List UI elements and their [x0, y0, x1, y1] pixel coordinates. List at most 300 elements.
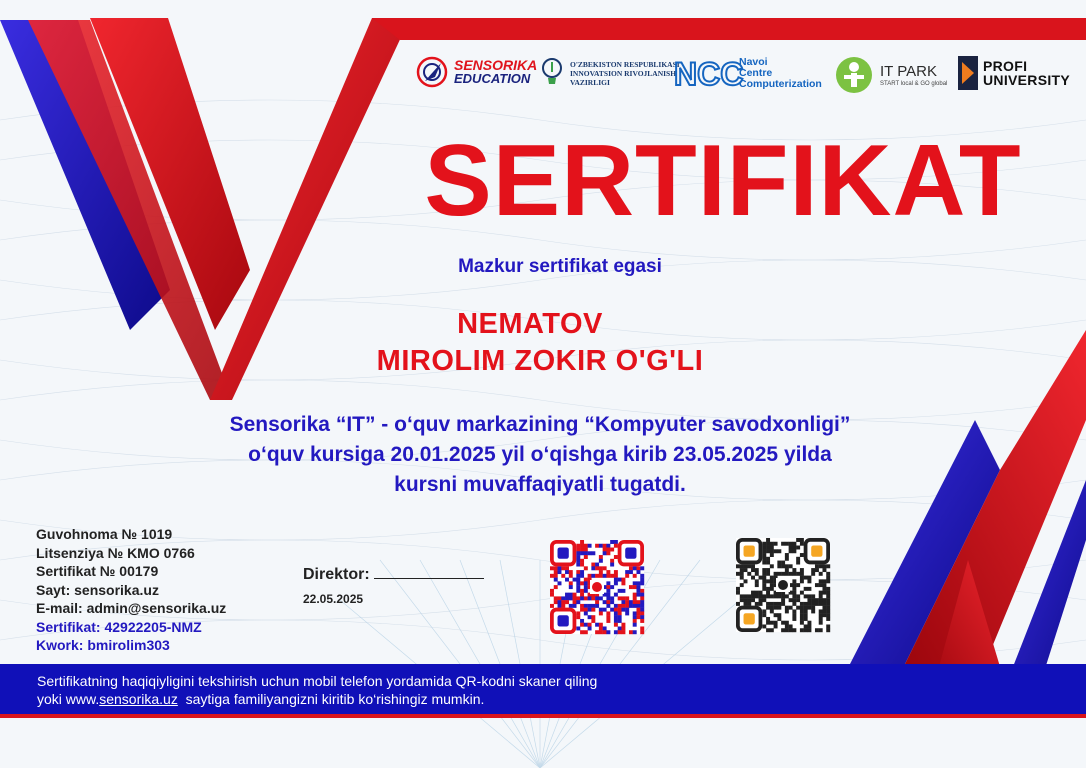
qr-module	[762, 583, 766, 587]
qr-module	[599, 626, 603, 630]
qr-module	[819, 617, 823, 621]
qr-module	[610, 608, 614, 612]
qr-module	[588, 604, 592, 608]
qr-module	[636, 615, 640, 619]
ministry-line2: INNOVATSION RIVOJLANISH	[570, 68, 677, 78]
qr-module	[576, 611, 580, 615]
qr-module	[550, 589, 554, 593]
email: E-mail: admin@sensorika.uz	[36, 600, 227, 616]
qr-module	[621, 596, 625, 600]
qr-module	[759, 594, 763, 598]
qr-module	[762, 546, 766, 550]
sensorika-rocket-icon	[415, 55, 449, 89]
qr-module	[576, 585, 580, 589]
qr-module	[610, 574, 614, 578]
qr-module	[789, 549, 793, 553]
qr-module	[815, 598, 819, 602]
qr-module	[736, 587, 740, 591]
qr-module	[558, 566, 562, 570]
qr-module	[640, 611, 644, 615]
qr-module	[751, 568, 755, 572]
qr-module	[800, 628, 804, 632]
qr-module	[822, 598, 826, 602]
qr-module	[588, 608, 592, 612]
qr-module	[774, 621, 778, 625]
qr-module	[826, 628, 830, 632]
qr-module	[633, 611, 637, 615]
qr-module	[606, 615, 610, 619]
qr-module	[789, 546, 793, 550]
qr-module	[561, 574, 565, 578]
qr-module	[595, 544, 599, 548]
qr-module	[621, 589, 625, 593]
qr-module	[606, 593, 610, 597]
qr-module	[777, 617, 781, 621]
qr-module	[792, 572, 796, 576]
qr-module	[584, 596, 588, 600]
qr-module	[792, 546, 796, 550]
top-red-line	[372, 18, 1086, 40]
qr-module	[781, 561, 785, 565]
qr-module	[777, 606, 781, 610]
qr-module	[811, 602, 815, 606]
qr-module	[770, 579, 774, 583]
qr-module	[770, 609, 774, 613]
qr-module	[595, 563, 599, 567]
qr-module	[633, 619, 637, 623]
qr-module	[811, 609, 815, 613]
qr-module	[819, 591, 823, 595]
profi-university-logo	[958, 56, 1070, 90]
qr-module	[554, 600, 558, 604]
qr-module	[800, 609, 804, 613]
itpark-logo	[833, 55, 947, 95]
qr-module	[576, 574, 580, 578]
qr-module	[599, 559, 603, 563]
qr-module	[618, 611, 622, 615]
footer-line1: Sertifikatning haqiqiyligini tekshirish uchun mobil telefon yordamida QR-kodni skaner qiling	[37, 673, 598, 689]
qr-module	[826, 572, 830, 576]
qr-module	[762, 557, 766, 561]
qr-module	[826, 576, 830, 580]
kwork-qr-code[interactable]	[736, 538, 830, 632]
qr-module	[576, 578, 580, 582]
qr-module	[762, 553, 766, 557]
qr-module	[770, 564, 774, 568]
qr-module	[621, 623, 625, 627]
qr-module	[770, 606, 774, 610]
qr-module	[819, 572, 823, 576]
qr-module	[558, 596, 562, 600]
footer-line2	[37, 690, 597, 708]
qr-module	[599, 566, 603, 570]
qr-module	[625, 611, 629, 615]
qr-module	[595, 574, 599, 578]
qr-module	[561, 566, 565, 570]
qr-module	[770, 602, 774, 606]
qr-module	[636, 570, 640, 574]
qr-module	[766, 572, 770, 576]
ncc-line2: Centre	[739, 66, 773, 79]
qr-module	[584, 548, 588, 552]
qr-module	[636, 581, 640, 585]
qr-module	[770, 583, 774, 587]
qr-module	[588, 574, 592, 578]
qr-module	[554, 585, 558, 589]
qr-module	[576, 559, 580, 563]
qr-module	[595, 623, 599, 627]
qr-module	[826, 591, 830, 595]
qr-module	[796, 594, 800, 598]
qr-module	[599, 630, 603, 634]
qr-module	[747, 572, 751, 576]
qr-module	[766, 587, 770, 591]
qr-module	[792, 602, 796, 606]
qr-module	[633, 604, 637, 608]
sensorika-logo-top: SENSORIKA	[454, 57, 538, 73]
qr-module	[603, 566, 607, 570]
qr-module	[744, 602, 748, 606]
qr-module	[636, 600, 640, 604]
qr-module	[584, 551, 588, 555]
qr-module	[591, 615, 595, 619]
qr-module	[826, 609, 830, 613]
qr-module	[580, 544, 584, 548]
qr-module	[640, 604, 644, 608]
qr-module	[629, 630, 633, 634]
qr-module	[762, 613, 766, 617]
qr-module	[625, 608, 629, 612]
qr-center-mark	[592, 582, 602, 592]
qr-module	[796, 557, 800, 561]
qr-module	[770, 594, 774, 598]
qr-module	[751, 564, 755, 568]
qr-module	[576, 555, 580, 559]
qr-module	[550, 604, 554, 608]
qr-module	[580, 540, 584, 544]
qr-module	[633, 623, 637, 627]
qr-module	[640, 608, 644, 612]
litsenziya: Litsenziya № KMO 0766	[36, 544, 195, 561]
qr-module	[822, 564, 826, 568]
qr-module	[595, 600, 599, 604]
qr-module	[789, 542, 793, 546]
qr-module	[591, 574, 595, 578]
qr-module	[807, 624, 811, 628]
qr-module	[580, 596, 584, 600]
qr-module	[640, 593, 644, 597]
qr-module	[621, 630, 625, 634]
qr-module	[640, 630, 644, 634]
qr-module	[595, 604, 599, 608]
qr-module	[762, 609, 766, 613]
qr-module	[747, 564, 751, 568]
qr-module	[785, 624, 789, 628]
qr-module	[807, 621, 811, 625]
qr-module	[762, 572, 766, 576]
qr-module	[770, 576, 774, 580]
qr-module	[606, 570, 610, 574]
qr-module	[610, 563, 614, 567]
qr-module	[751, 576, 755, 580]
qr-module	[584, 623, 588, 627]
qr-module	[636, 585, 640, 589]
qr-module	[640, 619, 644, 623]
qr-module	[610, 585, 614, 589]
qr-module	[777, 594, 781, 598]
ministry-line1: O'ZBEKISTON RESPUBLIKASI	[570, 59, 680, 69]
qr-module	[625, 600, 629, 604]
qr-module	[599, 611, 603, 615]
qr-module	[785, 542, 789, 546]
qr-module	[554, 574, 558, 578]
qr-module	[573, 600, 577, 604]
qr-module	[774, 602, 778, 606]
qr-module	[561, 604, 565, 608]
qr-module	[740, 583, 744, 587]
qr-module	[554, 578, 558, 582]
qr-module	[629, 585, 633, 589]
qr-module	[781, 564, 785, 568]
qr-module	[614, 608, 618, 612]
qr-module	[740, 564, 744, 568]
qr-module	[584, 589, 588, 593]
qr-module	[822, 583, 826, 587]
qr-module	[640, 626, 644, 630]
qr-module	[554, 570, 558, 574]
qr-module	[781, 542, 785, 546]
qr-module	[591, 551, 595, 555]
qr-module	[580, 589, 584, 593]
qr-module	[740, 594, 744, 598]
qr-module	[550, 574, 554, 578]
qr-module	[759, 576, 763, 580]
footer-link[interactable]: sensorika.uz	[99, 691, 178, 707]
qr-module	[633, 630, 637, 634]
qr-module	[800, 576, 804, 580]
sertifikat-code: Sertifikat: 42922205-NMZ	[36, 618, 202, 635]
qr-module	[576, 563, 580, 567]
qr-module	[625, 574, 629, 578]
qr-module	[792, 617, 796, 621]
qr-module	[777, 613, 781, 617]
qr-module	[804, 594, 808, 598]
director-signature	[303, 566, 484, 584]
qr-module	[640, 589, 644, 593]
qr-module	[614, 570, 618, 574]
qr-module	[621, 600, 625, 604]
qr-module	[819, 598, 823, 602]
qr-module	[576, 544, 580, 548]
qr-module	[744, 579, 748, 583]
qr-module	[819, 564, 823, 568]
qr-module	[636, 604, 640, 608]
qr-module	[826, 606, 830, 610]
qr-module	[747, 594, 751, 598]
qr-module	[766, 557, 770, 561]
qr-module	[618, 626, 622, 630]
qr-module	[822, 568, 826, 572]
qr-module	[584, 585, 588, 589]
qr-module	[804, 617, 808, 621]
course-description	[100, 410, 980, 500]
qr-module	[740, 598, 744, 602]
qr-module	[610, 596, 614, 600]
qr-module	[618, 630, 622, 634]
qr-module	[762, 598, 766, 602]
qr-module	[800, 591, 804, 595]
qr-module	[785, 606, 789, 610]
qr-module	[588, 623, 592, 627]
qr-module	[614, 623, 618, 627]
qr-module	[755, 583, 759, 587]
qr-module	[633, 596, 637, 600]
qr-module	[606, 611, 610, 615]
qr-module	[755, 594, 759, 598]
qr-module	[804, 602, 808, 606]
qr-module	[762, 561, 766, 565]
kwork: Kwork: bmirolim303	[36, 637, 170, 653]
qr-module	[785, 568, 789, 572]
qr-module	[811, 568, 815, 572]
qr-module	[614, 611, 618, 615]
qr-module	[766, 621, 770, 625]
qr-module	[584, 578, 588, 582]
qr-module	[811, 594, 815, 598]
qr-module	[565, 596, 569, 600]
qr-module	[610, 548, 614, 552]
qr-module	[633, 566, 637, 570]
qr-module	[747, 598, 751, 602]
qr-module	[603, 630, 607, 634]
qr-module	[789, 606, 793, 610]
qr-module	[603, 574, 607, 578]
qr-module	[819, 621, 823, 625]
qr-module	[599, 574, 603, 578]
qr-module	[588, 596, 592, 600]
qr-module	[550, 593, 554, 597]
qr-module	[751, 598, 755, 602]
qr-module	[640, 615, 644, 619]
qr-module	[785, 628, 789, 632]
qr-finder-inner	[744, 546, 755, 557]
qr-module	[633, 600, 637, 604]
qr-module	[606, 574, 610, 578]
qr-module	[800, 568, 804, 572]
footer-prefix: yoki www.	[37, 691, 100, 707]
qr-module	[554, 566, 558, 570]
qr-module	[792, 568, 796, 572]
qr-module	[618, 608, 622, 612]
qr-module	[811, 572, 815, 576]
qr-module	[800, 617, 804, 621]
qr-module	[595, 596, 599, 600]
sertifikat-number: Sertifikat № 00179	[36, 563, 159, 579]
qr-module	[826, 602, 830, 606]
qr-module	[811, 606, 815, 610]
qr-module	[792, 583, 796, 587]
qr-module	[811, 598, 815, 602]
website: Sayt: sensorika.uz	[36, 581, 159, 598]
qr-module	[591, 566, 595, 570]
qr-module	[606, 630, 610, 634]
qr-module	[618, 604, 622, 608]
qr-module	[603, 626, 607, 630]
qr-module	[762, 579, 766, 583]
qr-module	[826, 624, 830, 628]
qr-module	[576, 626, 580, 630]
qr-module	[580, 563, 584, 567]
owner-name: MIROLIM ZOKIR O'G'LI	[376, 345, 704, 377]
qr-module	[826, 564, 830, 568]
qr-module	[606, 600, 610, 604]
qr-module	[558, 570, 562, 574]
itpark-name: IT PARK	[880, 62, 937, 80]
qr-module	[614, 630, 618, 634]
qr-module	[762, 568, 766, 572]
qr-module	[774, 594, 778, 598]
qr-module	[774, 606, 778, 610]
qr-module	[610, 600, 614, 604]
verification-qr-code[interactable]	[550, 540, 644, 634]
ncc-logo	[672, 55, 822, 91]
qr-module	[576, 589, 580, 593]
qr-module	[815, 583, 819, 587]
qr-module	[800, 572, 804, 576]
ncc-line3: Computerization	[739, 77, 822, 90]
qr-module	[621, 608, 625, 612]
qr-module	[770, 542, 774, 546]
qr-module	[576, 581, 580, 585]
bulb-icon	[539, 56, 565, 90]
qr-module	[766, 602, 770, 606]
qr-module	[591, 619, 595, 623]
qr-module	[796, 572, 800, 576]
qr-module	[766, 606, 770, 610]
qr-module	[625, 570, 629, 574]
qr-module	[762, 549, 766, 553]
qr-module	[580, 581, 584, 585]
qr-module	[591, 608, 595, 612]
qr-module	[826, 598, 830, 602]
qr-module	[584, 566, 588, 570]
qr-module	[580, 619, 584, 623]
qr-module	[796, 546, 800, 550]
qr-module	[777, 561, 781, 565]
qr-module	[603, 551, 607, 555]
guvohnoma: Guvohnoma № 1019	[36, 526, 173, 542]
qr-module	[826, 587, 830, 591]
director-date: 22.05.2025	[303, 592, 364, 606]
ncc-mark-text: NCC	[674, 56, 744, 92]
qr-module	[636, 593, 640, 597]
qr-module	[606, 544, 610, 548]
qr-module	[800, 542, 804, 546]
qr-module	[807, 606, 811, 610]
qr-module	[569, 570, 573, 574]
qr-module	[804, 606, 808, 610]
qr-module	[822, 602, 826, 606]
qr-module	[774, 613, 778, 617]
director-label: Direktor:	[303, 566, 370, 583]
qr-module	[785, 572, 789, 576]
qr-module	[599, 608, 603, 612]
qr-module	[807, 579, 811, 583]
qr-module	[640, 600, 644, 604]
qr-module	[614, 544, 618, 548]
qr-module	[618, 619, 622, 623]
qr-module	[774, 542, 778, 546]
